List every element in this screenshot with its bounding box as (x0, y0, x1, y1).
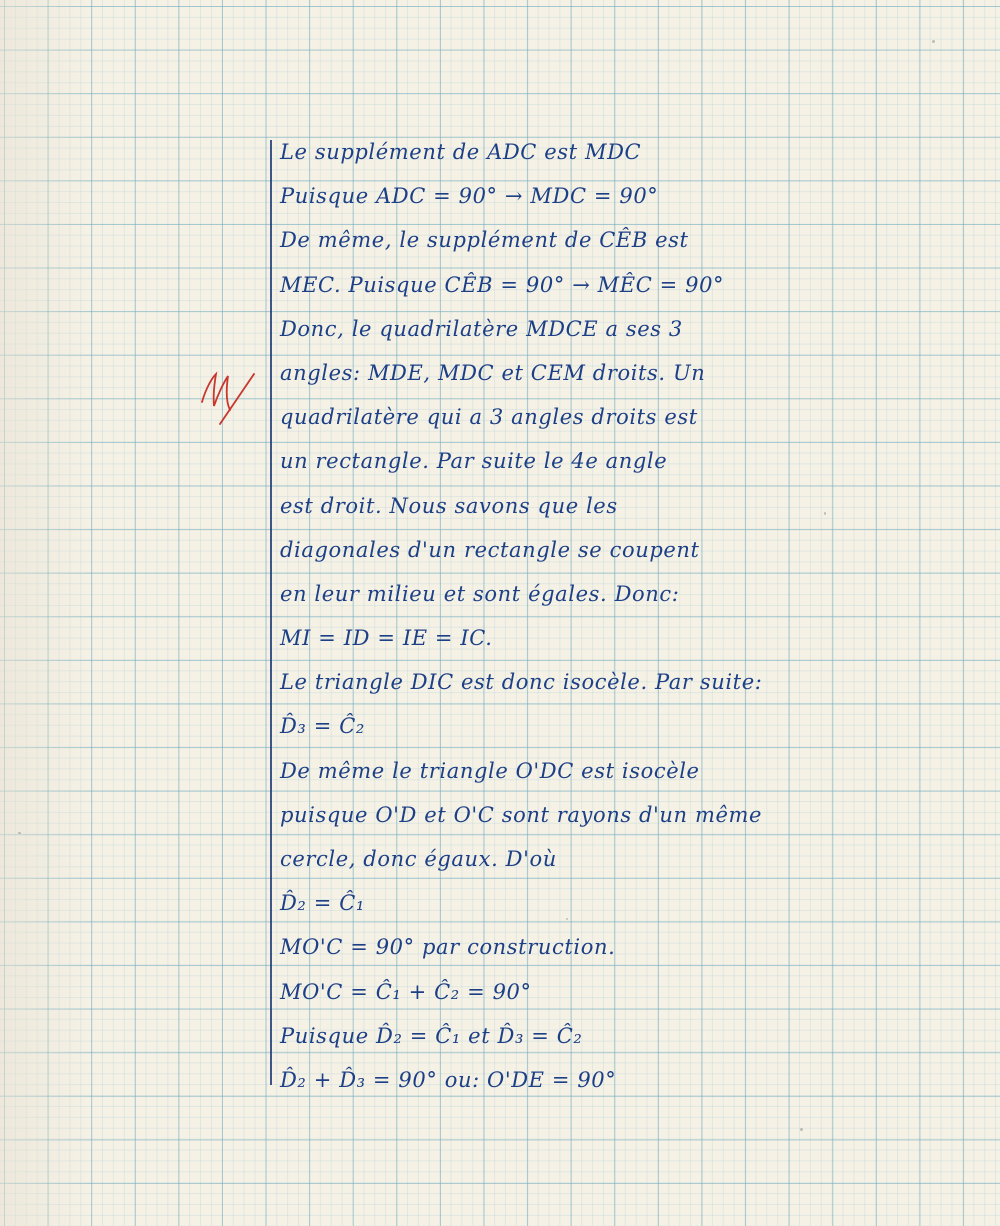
margin-line (270, 140, 272, 1085)
text-line: Donc, le quadrilatère MDCE a ses 3 (280, 316, 683, 341)
text-line: un rectangle. Par suite le 4e angle (280, 449, 668, 474)
text-line: MO'C = 90° par construction. (280, 935, 616, 960)
text-line: diagonales d'un rectangle se coupent (280, 537, 700, 562)
text-line: MEC. Puisque CÊB = 90° → MÊC = 90° (280, 272, 725, 297)
text-line: D̂₃ = Ĉ₂ (280, 714, 365, 739)
text-line: De même le triangle O'DC est isocèle (280, 758, 700, 783)
paper-speck (800, 1128, 803, 1131)
text-line: Puisque D̂₂ = Ĉ₁ et D̂₃ = Ĉ₂ (280, 1023, 583, 1048)
text-line: D̂₂ = Ĉ₁ (280, 891, 365, 916)
text-line: Puisque ADC = 90° → MDC = 90° (280, 184, 659, 209)
text-line: cercle, donc égaux. D'où (280, 847, 557, 871)
text-line: en leur milieu et sont égales. Donc: (280, 581, 680, 606)
paper-speck (18, 832, 21, 834)
text-line: De même, le supplément de CÊB est (280, 228, 689, 253)
text-line: angles: MDE, MDC et CEM droits. Un (280, 360, 706, 385)
text-line: D̂₂ + D̂₃ = 90° ou: O'DE = 90° (280, 1067, 617, 1092)
paper-speck (824, 512, 826, 515)
paper-speck (566, 918, 568, 920)
grade-mark-icon (196, 366, 260, 428)
text-line: MI = ID = IE = IC. (280, 626, 493, 651)
text-line: est droit. Nous savons que les (280, 493, 618, 518)
text-line: quadrilatère qui a 3 angles droits est (280, 405, 698, 430)
paper-left-edge (0, 0, 90, 1226)
grade-mark (196, 366, 260, 428)
text-line: puisque O'D et O'C sont rayons d'un même (280, 802, 763, 827)
paper-speck (932, 40, 935, 43)
text-line: Le supplément de ADC est MDC (280, 140, 642, 164)
handwritten-text (280, 130, 890, 1102)
text-line: Le triangle DIC est donc isocèle. Par suite: (280, 670, 763, 695)
text-line: MO'C = Ĉ₁ + Ĉ₂ = 90° (280, 979, 532, 1004)
